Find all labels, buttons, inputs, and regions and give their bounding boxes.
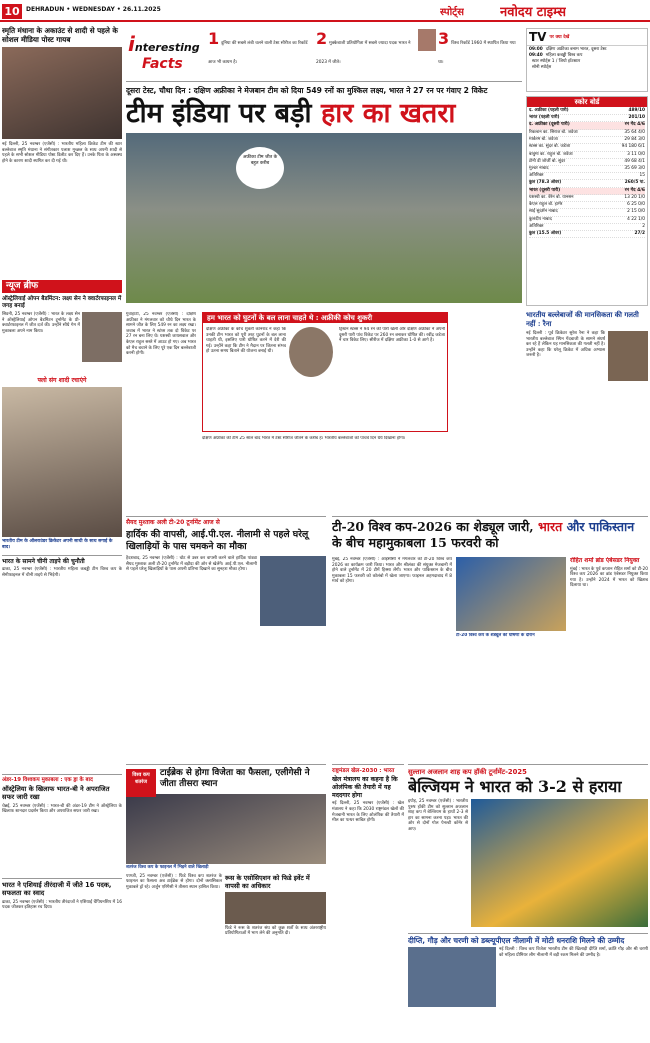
hardik-story: [126, 516, 326, 761]
lead-headline: टीम इंडिया पर बड़ी हार का खतरा: [126, 98, 456, 129]
top-left-story: [2, 26, 122, 276]
hockey-photo: [471, 799, 648, 927]
archery-headline: भारत ने एशियाई तीरंदाजी में जीते 16 पदक, सफलता का स्वाद: [2, 878, 122, 898]
archery-body: ढाका, 25 नवम्बर (एजेंसी) : भारतीय तीरंदाजों ने एशियाई चैंपियनशिप में 16 पदक जीतकर इतिहास रच दिया।: [2, 899, 122, 911]
hardik-headline: हार्दिक की वापसी, आई.पी.एल. नीलामी से पहले घरेलू खिलाड़ियों के पास चमकने का मौका: [126, 529, 309, 552]
raina-headline: भारतीय बल्लेबाजों की मानसिकता की गलती नहीं : रैना: [526, 310, 639, 328]
hardik-photo: [260, 556, 326, 626]
raina-photo: [608, 331, 648, 381]
chess-photo: [126, 794, 326, 864]
tv-row: 09:00 दक्षिण अफ्रीका बनाम भारत, दूसरा टेस्ट: [529, 47, 607, 52]
brand-logo: नवोदय टाइम्स: [500, 5, 567, 20]
score-row: भारत (पहली पारी) 201/10: [529, 115, 645, 122]
fact-item-1: 1 दुनिया की सबसे लंबी चलने वाली टेस्ट सीरीज का रिकॉर्ड आज भी कायम है।: [208, 29, 308, 65]
hockey-story: [408, 764, 648, 1040]
couple-photo: [2, 387, 122, 537]
rohit-headline: रोहित शर्मा ब्रांड एंबेसडर नियुक्त: [570, 557, 640, 564]
score-row: कुल (78.3 ओवर) 260/5 पा.: [529, 180, 645, 187]
raina-body: नई दिल्ली : पूर्व क्रिकेटर सुरेश रैना ने कहा कि भारतीय बल्लेबाज स्पिन गेंदबाजी के सामने संघर्ष कर रहे हैं लेकिन यह मानसिकता की गलती नहीं है। उन्होंने कहा कि घरेलू क्रिकेट में अधिक अभ्यास जरूरी है।: [526, 331, 605, 359]
lead-body-col-3: दक्षिण अफ्रीका की टीम 25 साल बाद भारत में टेस्ट सीरीज जीतने के करीब है। भारतीय बल्लेबाजों को पांचवें दिन धैर्य दिखाना होगा।: [202, 436, 406, 441]
score-row: टोनी डी जोर्जी बो. सुंदर 49 68 4/1: [529, 159, 645, 166]
chess-body: पणजी, 25 नवम्बर (एजेंसी) : फिडे विश्व कप शतरंज के फाइनल का फैसला अब टाईब्रेक से होगा। दोनों क्लासिकल मुकाबले ड्रॉ रहे। अर्जुन एरिगैसी ने तीसरा स्थान हासिल किया।: [126, 873, 222, 890]
chess-tag: विश्व कप शतरंज: [126, 769, 156, 797]
t20-headline: टी-20 विश्व कप-2026 का शेड्यूल जारी, भारत और पाकिस्तान के बीच महामुकाबला 15 फरवरी को: [332, 519, 635, 550]
score-row: द. अफ्रीका (पहली पारी) 489/10: [529, 108, 645, 115]
tv-subtitle: पर क्या देखें: [549, 35, 570, 40]
photo-caption-bubble: अफ्रीका टीम जीत के बहुत करीब: [236, 147, 284, 189]
news-brief-title: न्यूज ब्रीफ: [2, 280, 122, 293]
score-row: स्टब्स का. सुंदर बो. जडेजा 94 180 6/1: [529, 144, 645, 151]
wpl-photo: [408, 947, 496, 1007]
tv-schedule: [526, 28, 648, 92]
fact-item-2: 2 मुक्केबाजी प्रतियोगिता में सबसे ज्यादा पदक भारत ने 2023 में जीते।: [316, 29, 411, 65]
score-row: रिकल्टन का. सिराज बो. जडेजा 35 64 4/0: [529, 130, 645, 137]
hockey-kicker: सुल्तान अजलान शाह कप हॉकी टूर्नामेंट-2025: [408, 768, 527, 776]
lead-body-col-1: गुवाहाटी, 25 नवम्बर (एजेंसी) : दक्षिण अफ्रीका ने मंगलवार को चौथे दिन भारत के सामने जीत के लिए 549 रन का लक्ष्य रखा। जवाब में भारत ने स्टंप्स तक दो विकेट पर 27 रन बना लिए थे। यशस्वी जायसवाल और केएल राहुल सस्ते में आउट हो गए। अब भारत को मैच बचाने के लिए पूरे एक दिन बल्लेबाजी करनी होगी।: [126, 312, 196, 357]
hardik-body: हैदराबाद, 25 नवम्बर (एजेंसी) : चोट से उबर कर वापसी करने वाले हार्दिक पांड्या सैयद मुश्ताक अली टी-20 टूर्नामेंट में बड़ौदा की ओर से खेलेंगे। आई.पी.एल. नीलामी से पहले घरेलू खिलाड़ियों के पास अपनी प्रतिभा दिखाने का सुनहरा मौका होगा।: [126, 556, 257, 573]
cwg-body: नई दिल्ली, 25 नवम्बर (एजेंसी) : खेल मंत्रालय ने कहा कि 2030 राष्ट्रमंडल खेलों की मेजबानी भारत के लिए ओलंपिक की तैयारी में मील का पत्थर साबित होगी।: [332, 801, 404, 824]
brief-body-1: सिडनी, 25 नवम्बर (एजेंसी) : भारत के लक्ष्य सेन ने ऑस्ट्रेलियाई ओपन बैडमिंटन टूर्नामेंट के प्री-क्वार्टरफाइनल में जीत दर्ज की। उन्होंने सीधे गेम में मुकाबला अपने नाम किया।: [2, 312, 80, 334]
russia-photo: [225, 892, 326, 924]
t20-story: [332, 516, 648, 761]
quote-box-body: दक्षिण अफ्रीका के कोच शुकरी कॉनराड ने कहा कि उनकी टीम भारत को पूरी तरह घुटनों के बल लाना चाहती थी, इसलिए पारी घोषित करने में देरी की गई। उन्होंने कहा कि टीम ने मैदान पर जितना संभव हो उतना समय बिताने की योजना बनाई थी।: [206, 327, 286, 355]
facts-logo: interesting Facts: [128, 32, 200, 72]
t20-photo: [456, 557, 566, 631]
chess-headline: टाईब्रेक से होगा विजेता का फैसला, एलीगेसी ने जीता तीसरा स्थान: [160, 768, 310, 789]
cwg-headline: खेल मंत्रालय का कहना है कि ओलंपिक की तैयारी में यह मददगार होगा: [332, 776, 398, 799]
score-row: मार्करम बो. जडेजा 29 84 3/0: [529, 137, 645, 144]
quote-box: [202, 312, 448, 432]
brief-body-3: ढाका, 25 नवम्बर (एजेंसी) : भारतीय महिला कबड्डी टीम विश्व कप के सेमीफाइनल में चीनी ताइपे से भिड़ेगी।: [2, 567, 122, 578]
couple-caption: भारतीय टीम के ऑलराउंडर क्रिकेटर अपनी साथी के साथ सगाई के बाद।: [2, 539, 113, 550]
fact-item-3: 3 विश्व रिकॉर्ड 1960 में स्थापित किया गया था।: [418, 29, 522, 79]
chess-story: [126, 764, 326, 1040]
hardik-kicker: सैयद मुश्ताक अली टी-20 टूर्नामेंट आज से: [126, 519, 220, 526]
lead-kicker: दूसरा टेस्ट, चौथा दिन : दक्षिण अफ्रीका ने मेजबान टीम को दिया 549 रनों का मुश्किल लक्ष्य, भारत ने 27 रन पर गंवाए 2 विकेट: [126, 86, 488, 95]
tv-row: 09:40 महिला कबड्डी विश्व कप: [529, 53, 583, 58]
brief-photo-label: फ्लो संग शादी रचाएंगे: [37, 377, 87, 384]
russia-body: फिडे ने रूस के शतरंज संघ को कुछ शर्तों के साथ अंतरराष्ट्रीय प्रतियोगिताओं में भाग लेने की अनुमति दी।: [225, 925, 326, 937]
story-body: नई दिल्ली, 25 नवम्बर (एजेंसी) : भारतीय महिला क्रिकेट टीम की स्टार बल्लेबाज स्मृति मंधाना ने संगीतकार पलाश मुच्छल के साथ अपनी शादी से पहले के सभी सोशल मीडिया पोस्ट डिलीट कर दिए हैं। उनके पिता के अस्वस्थ होने के कारण शादी स्थगित कर दी गई थी।: [2, 142, 122, 164]
brief-photo-1: [82, 312, 122, 362]
hockey-body: इपोह, 25 नवम्बर (एजेंसी) : भारतीय पुरुष हॉकी टीम को सुल्तान अजलान शाह कप में बेल्जियम के हाथों 2-3 से हार का सामना करना पड़ा। भारत की ओर से दोनों गोल पेनल्टी कॉर्नर से आए।: [408, 799, 468, 832]
u19-story: [2, 774, 122, 1040]
cwg-story: [332, 764, 404, 1040]
section-name: स्पोर्ट्स: [440, 7, 464, 18]
brief-headline-1: ऑस्ट्रेलियाई ओपन बैडमिंटन: लक्ष्य सेन ने क्वार्टरफाइनल में जगह बनाई: [2, 296, 122, 309]
rohit-box: [570, 557, 648, 761]
u19-headline: ऑस्ट्रेलिया के खिलाफ भारत-बी ने अपराजित सफर जारी रखा: [2, 785, 110, 802]
lead-body-col-2: ट्रिस्टन स्टब्स ने 94 रन की पारी खेली और दक्षिण अफ्रीका ने अपनी दूसरी पारी पांच विकेट पर 260 रन बनाकर घोषित की। रवींद्र जडेजा ने चार विकेट लिए। सीरीज में दक्षिण अफ्रीका 1-0 से आगे है।: [339, 327, 445, 344]
wpl-headline: दीप्ति, गौड़ और चरणी को डब्ल्यूपीएल नीलामी में मोटी धनराशि मिलने की उम्मीद: [408, 933, 648, 945]
score-row: अतिरिक्त 15: [529, 173, 645, 180]
t20-caption: टी-20 विश्व कप के शेड्यूल की घोषणा के दौरान: [456, 633, 535, 638]
smriti-photo: [2, 47, 122, 139]
score-row: मुल्डर नाबाद 35 69 3/0: [529, 166, 645, 173]
coach-photo: [289, 327, 333, 377]
lead-photo: [126, 133, 522, 303]
quote-box-title: हम भारत को घुटनों के बल लाना चाहते थे : अफ्रीकी कोच शुकरी: [203, 313, 447, 323]
russia-headline: रूस के एसोसिएशन को फिडे इवेंट में वापसी का अधिकार: [225, 873, 310, 890]
tv-row: स्टार स्पोर्ट्स 1 / जियो हॉटस्टार: [532, 59, 581, 64]
cwg-kicker: राष्ट्रमंडल खेल-2030 : भारत: [332, 768, 395, 774]
score-row: अतिरिक्त 2: [529, 224, 645, 231]
score-row: यशस्वी का. वेरेन बो. यानसन 13 20 1/0: [529, 195, 645, 202]
rohit-body: मुंबई : भारत के पूर्व कप्तान रोहित शर्मा को टी-20 विश्व कप 2026 का ब्रांड एंबेसडर नियुक्त किया गया है। उन्होंने 2024 में भारत को खिताब दिलाया था।: [570, 566, 648, 589]
score-row: केएल राहुल बो. हार्मर 6 25 0/0: [529, 202, 645, 209]
t20-body: मुंबई, 25 नवम्बर (एजेंसी) : आईसीसी ने मंगलवार को टी-20 विश्व कप 2026 का कार्यक्रम जारी किया। भारत और श्रीलंका की संयुक्त मेजबानी में होने वाले टूर्नामेंट में 20 टीमें हिस्सा लेंगी। भारत और पाकिस्तान के बीच मुकाबला 15 फरवरी को कोलंबो में खेला जाएगा। फाइनल अहमदाबाद में 8 मार्च को होगा।: [332, 557, 452, 585]
score-row: कुलदीप नाबाद 4 22 1/0: [529, 217, 645, 224]
chess-caption: शतरंज विश्व कप के फाइनल में भिड़ने वाले खिलाड़ी: [126, 865, 209, 870]
interesting-facts: [126, 26, 522, 82]
wpl-body: नई दिल्ली : विश्व कप विजेता भारतीय टीम की खिलाड़ी दीप्ति शर्मा, क्रांति गौड़ और श्री चरणी को महिला प्रीमियर लीग नीलामी में बड़ी रकम मिलने की उम्मीद है।: [499, 947, 648, 958]
u19-kicker: अंडर-19 विश्वकप मुकाबला : एक ड्रा के बाद: [2, 777, 93, 783]
raina-column: [452, 312, 522, 510]
score-row: भारत (दूसरी पारी) रन गेंद 4/6: [529, 188, 645, 196]
raina-story: [526, 310, 648, 510]
hockey-headline: बेल्जियम ने भारत को 3-2 से हराया: [408, 777, 622, 796]
story-headline: स्मृति मंधाना के अकाउंट से शादी से पहले के सोशल मीडिया पोस्ट गायब: [2, 26, 118, 44]
dateline: DEHRADUN • WEDNESDAY • 26.11.2025: [26, 6, 161, 13]
score-row: द. अफ्रीका (दूसरी पारी) रन गेंद 4/6: [529, 122, 645, 130]
lead-story: [126, 86, 522, 308]
page-number: 10: [2, 4, 22, 19]
tv-title: TV: [529, 30, 547, 44]
score-row: साई सुदर्शन नाबाद 2 15 0/0: [529, 209, 645, 216]
score-row: बावुमा का. राहुल बो. जडेजा 3 11 0/0: [529, 152, 645, 159]
scorecard-title: स्कोर बोर्ड: [527, 97, 647, 107]
tv-row: सोनी स्पोर्ट्स: [532, 65, 552, 70]
news-brief-column: [2, 280, 122, 770]
score-row: कुल (15.5 ओवर) 27/2: [529, 231, 645, 238]
brief-headline-3: भारत के सामने चीनी ताइपे की चुनौती: [2, 555, 122, 566]
scorecard: [526, 96, 648, 306]
fact-photo: [418, 29, 436, 51]
lead-body: [126, 312, 522, 512]
u19-body: चेन्नई, 25 नवम्बर (एजेंसी) : भारत-बी की अंडर-19 टीम ने ऑस्ट्रेलिया के खिलाफ शानदार प्रदर्शन किया और अपराजित सफर जारी रखा।: [2, 803, 122, 815]
masthead: [0, 0, 650, 22]
